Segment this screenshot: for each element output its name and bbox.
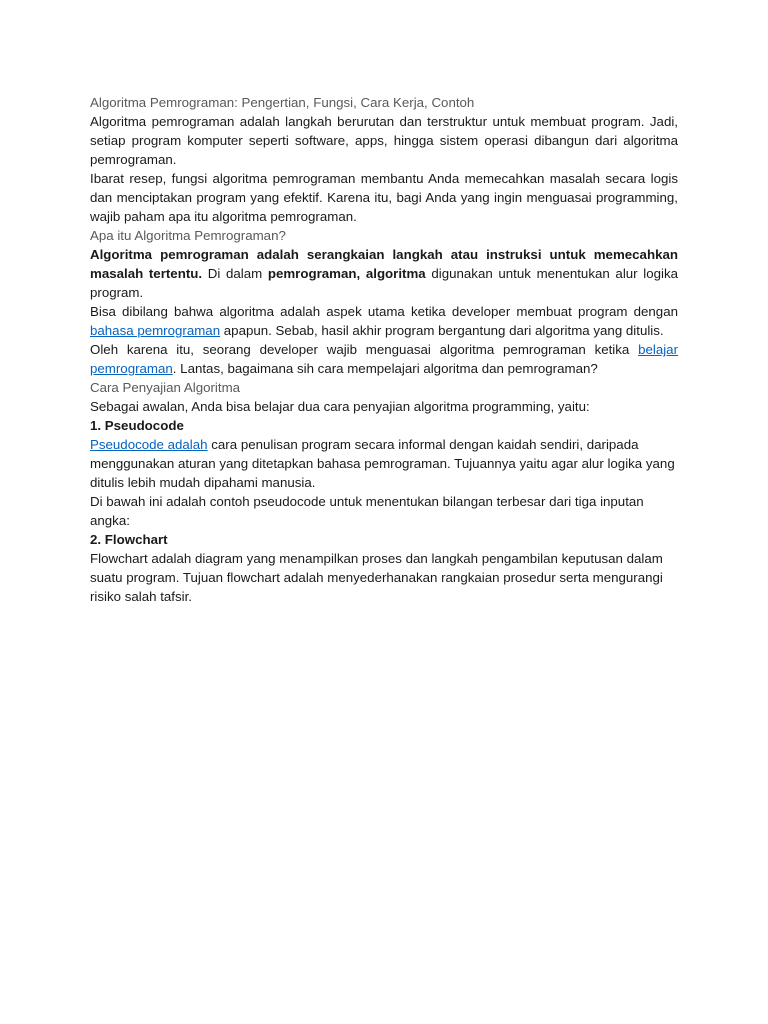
document-page [90,93,678,606]
paragraph-developer-text-b: . Lantas, bagaimana sih cara mempelajari algoritma dan pemrograman? [172,361,598,376]
paragraph-aspect-text-a: Bisa dibilang bahwa algoritma adalah aspek utama ketika developer membuat program dengan [90,304,678,319]
paragraph-aspect [90,302,678,340]
subheading-flowchart: 2. Flowchart [90,532,168,547]
paragraph-developer-text-a: Oleh karena itu, seorang developer wajib menguasai algoritma pemrograman ketika [90,342,639,357]
document-title: Algoritma Pemrograman: Pengertian, Fungsi, Cara Kerja, Contoh [90,95,475,110]
paragraph-how-intro: Sebagai awalan, Anda bisa belajar dua cara penyajian algoritma programming, yaitu: [90,399,590,414]
paragraph-flowchart: Flowchart adalah diagram yang menampilkan proses dan langkah pengambilan keputusan dalam suatu program. Tujuan flowchart adalah menyederhanakan rangkaian prosedur serta mengurangi risiko salah tafsir. [90,551,663,604]
subheading-pseudocode: 1. Pseudocode [90,418,184,433]
paragraph-aspect-text-b: apapun. Sebab, hasil akhir program bergantung dari algoritma yang ditulis. [220,323,664,338]
intro-paragraph-2: Ibarat resep, fungsi algoritma pemrograman membantu Anda memecahkan masalah secara logis dan menciptakan program yang efektif. Karena itu, bagi Anda yang ingin menguasai programming, wajib paham apa itu algoritma pemrograman. [90,171,678,224]
link-pseudocode-adalah[interactable]: Pseudocode adalah [90,437,208,452]
link-bahasa-pemrograman[interactable]: bahasa pemrograman [90,323,221,338]
definition-text-2: digunakan untuk menentukan alur logika program. [90,266,678,300]
definition-bold: Algoritma pemrograman adalah serangkaian langkah atau instruksi untuk memecahkan masalah tertentu. [90,247,678,281]
intro-paragraph-1: Algoritma pemrograman adalah langkah berurutan dan terstruktur untuk membuat program. Jadi, setiap program komputer seperti software, apps, hingga sistem operasi dibangun dari algoritma pemrograman. [90,114,678,167]
paragraph-pseudocode-text: cara penulisan program secara informal dengan kaidah sendiri, daripada menggunakan aturan yang ditetapkan bahasa pemrograman. Tujuannya yaitu agar alur logika yang ditulis lebih mudah dipahami manusia. [90,437,675,490]
paragraph-pseudocode [90,435,678,492]
section-heading-how: Cara Penyajian Algoritma [90,380,241,395]
definition-paragraph [90,245,678,302]
definition-bold-2: pemrograman, algoritma [267,266,426,281]
paragraph-pseudocode-example: Di bawah ini adalah contoh pseudocode untuk menentukan bilangan terbesar dari tiga inputan angka: [90,494,644,528]
link-belajar-pemrograman[interactable]: belajar pemrograman [90,342,678,376]
section-heading-what: Apa itu Algoritma Pemrograman? [90,228,286,243]
definition-text-1: Di dalam [202,266,268,281]
paragraph-developer [90,340,678,378]
